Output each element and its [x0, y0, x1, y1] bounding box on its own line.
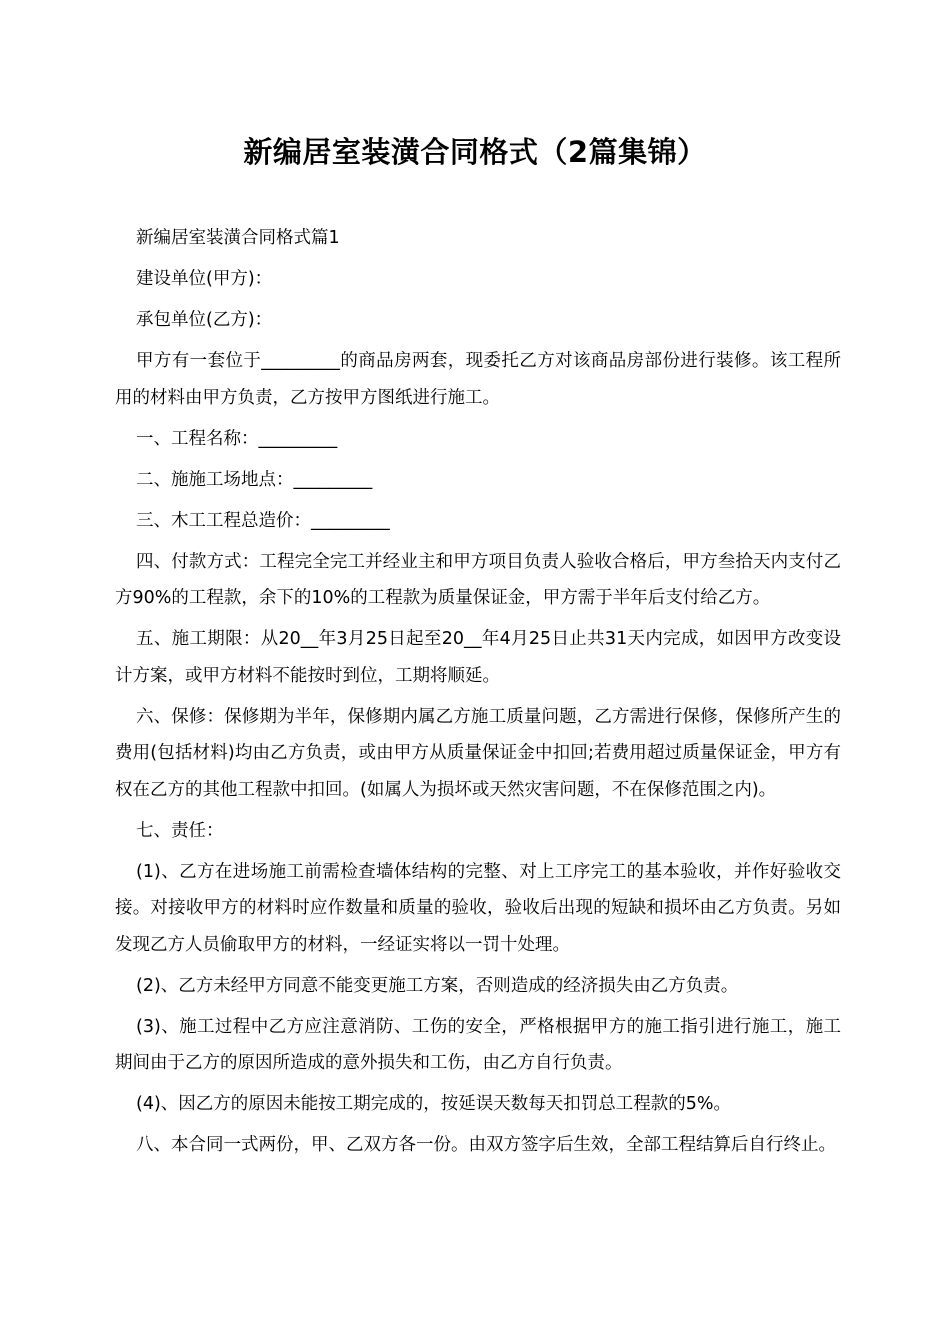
- clause-7-item-4: (4)、因乙方的原因未能按工期完成的，按延误天数每天扣罚总工程款的5%。: [136, 1094, 732, 1114]
- section-heading: 新编居室装潢合同格式篇1: [136, 228, 340, 248]
- clause-3: 三、木工工程总造价：_________: [136, 510, 390, 531]
- party-b-line: 承包单位(乙方)：: [136, 310, 273, 330]
- intro-paragraph: 甲方有一套位于_________的商品房两套，现委托乙方对该商品房部份进行装修。该工程所用的材料由甲方负责，乙方按甲方图纸进行施工。: [115, 351, 841, 408]
- document-title: 新编居室装潢合同格式（2篇集锦）: [243, 135, 707, 169]
- clause-7-item-3: (3)、施工过程中乙方应注意消防、工伤的安全，严格根据甲方的施工指引进行施工，施工期间由于乙方的原因所造成的意外损失和工伤，由乙方自行负责。: [115, 1016, 841, 1073]
- clause-7-item-1: (1)、乙方在进场施工前需检查墙体结构的完整、对上工序完工的基本验收，并作好验收交接。对接收甲方的材料时应作数量和质量的验收，验收后出现的短缺和损坏由乙方负责。另如发现乙方人员偷取甲方的材料，一经证实将以一罚十处理。: [115, 861, 841, 955]
- clause-1: 一、工程名称：_________: [136, 428, 338, 449]
- clause-2: 二、施施工场地点：_________: [136, 469, 373, 490]
- clause-5: 五、施工期限：从20__年3月25日起至20__年4月25日止共31天内完成，如因甲方改变设计方案，或甲方材料不能按时到位，工期将顺延。: [115, 629, 841, 686]
- document-body: [115, 220, 841, 1168]
- clause-7: 七、责任：: [136, 820, 224, 841]
- clause-7-item-2: (2)、乙方未经甲方同意不能变更施工方案，否则造成的经济损失由乙方负责。: [136, 975, 739, 996]
- clause-8: 八、本合同一式两份，甲、乙双方各一份。由双方签字后生效，全部工程结算后自行终止。: [136, 1135, 836, 1155]
- clause-6: 六、保修：保修期为半年，保修期内属乙方施工质量问题，乙方需进行保修，保修所产生的费用(包括材料)均由乙方负责，或由甲方从质量保证金中扣回;若费用超过质量保证金，甲方有权在乙方的其他工程款中扣回。(如属人为损坏或天然灾害问题，不在保修范围之内)。: [115, 706, 841, 800]
- party-a-line: 建设单位(甲方)：: [136, 269, 273, 289]
- clause-4: 四、付款方式：工程完全完工并经业主和甲方项目负责人验收合格后，甲方叁拾天内支付乙方90%的工程款，余下的10%的工程款为质量保证金，甲方需于半年后支付给乙方。: [115, 551, 841, 608]
